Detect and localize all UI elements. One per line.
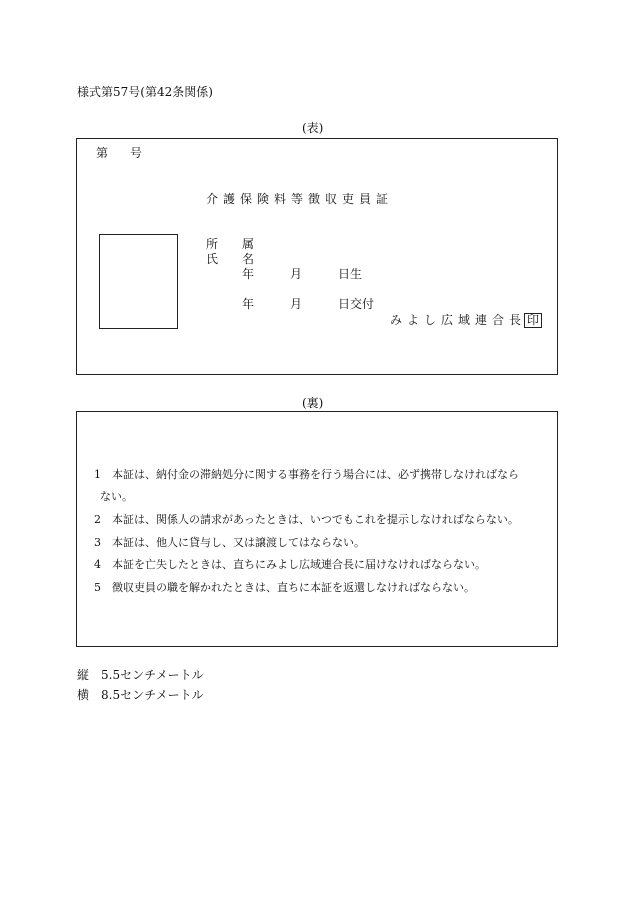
dob-year: 年 bbox=[242, 267, 255, 281]
item-num-5: 5 bbox=[94, 581, 101, 594]
height-label: 縦 bbox=[77, 668, 90, 682]
item-text-2: 本証は、関係人の請求があったときは、いつでもこれを提示しなければならない。 bbox=[112, 513, 519, 526]
issue-month: 月 bbox=[290, 297, 303, 311]
width-value: 8.5センチメートル bbox=[101, 688, 204, 702]
item-text-5: 徴収吏員の職を解かれたときは、直ちに本証を返還しなければならない。 bbox=[112, 581, 475, 594]
card-title: 介護保険料等徴収吏員証 bbox=[206, 192, 394, 206]
issuer: みよし広域連合長 bbox=[390, 313, 527, 327]
affiliation-label-2: 属 bbox=[242, 237, 255, 251]
item-num-3: 3 bbox=[94, 536, 101, 549]
item-text-4: 本証を亡失したときは、直ちにみよし広域連合長に届けなければならない。 bbox=[112, 558, 486, 571]
item-num-2: 2 bbox=[94, 513, 101, 526]
height-value: 5.5センチメートル bbox=[101, 668, 204, 682]
dob-day: 日生 bbox=[338, 267, 363, 281]
back-label: (裏) bbox=[302, 396, 324, 410]
item-num-1: 1 bbox=[94, 468, 101, 481]
issue-day: 日交付 bbox=[338, 297, 375, 311]
photo-box bbox=[99, 234, 178, 329]
item-text-1-cont: ない。 bbox=[100, 490, 133, 503]
affiliation-label-1: 所 bbox=[206, 237, 219, 251]
item-num-4: 4 bbox=[94, 558, 101, 571]
item-text-1: 本証は、納付金の滞納処分に関する事務を行う場合には、必ず携帯しなければなら bbox=[112, 468, 519, 481]
number-go: 号 bbox=[130, 146, 143, 160]
back-card bbox=[76, 411, 558, 647]
item-text-3: 本証は、他人に貸与し、又は譲渡してはならない。 bbox=[112, 536, 365, 549]
form-number: 様式第57号(第42条関係) bbox=[77, 85, 213, 99]
issue-year: 年 bbox=[242, 297, 255, 311]
name-label-1: 氏 bbox=[206, 252, 219, 266]
front-label: (表) bbox=[302, 121, 324, 135]
seal-mark bbox=[524, 313, 542, 328]
dob-month: 月 bbox=[290, 267, 303, 281]
seal-stamp: 印 bbox=[524, 313, 542, 328]
width-label: 横 bbox=[77, 688, 90, 702]
name-label-2: 名 bbox=[242, 252, 255, 266]
number-dai: 第 bbox=[96, 146, 109, 160]
